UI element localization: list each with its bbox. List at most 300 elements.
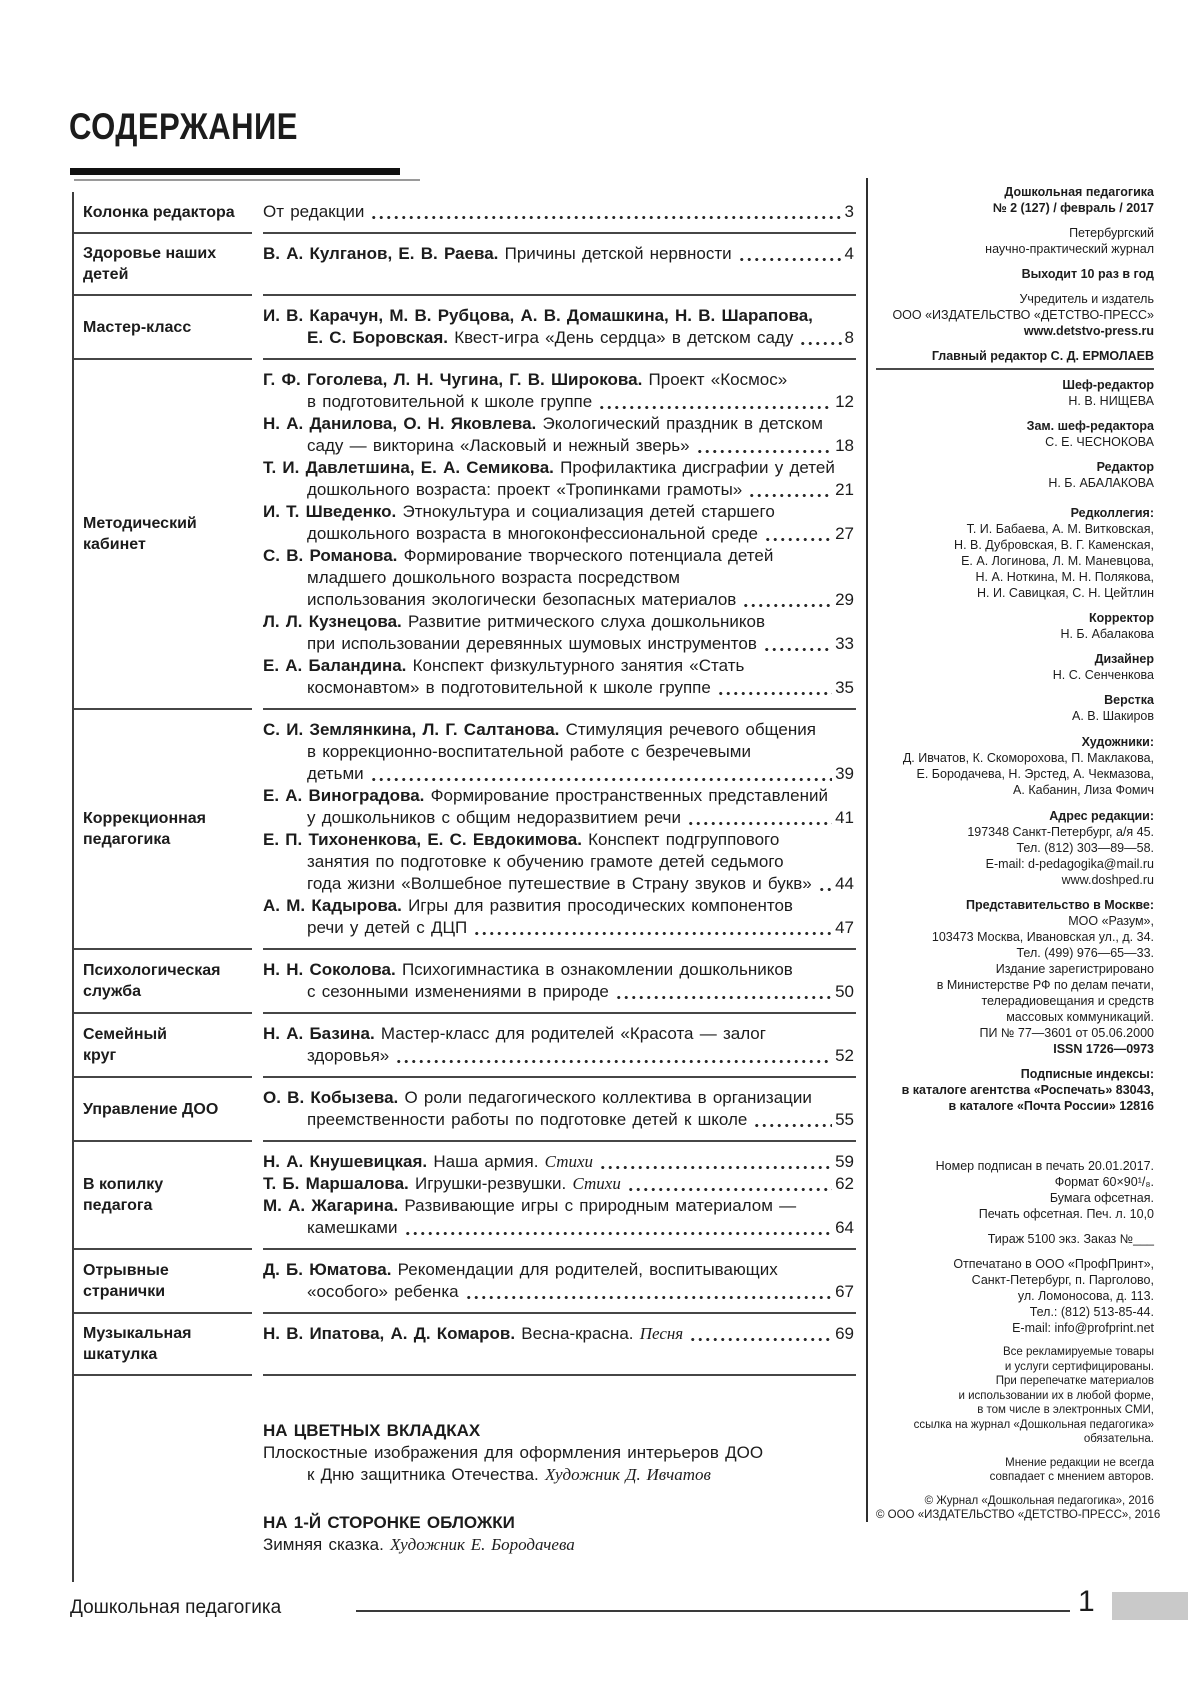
dot-leader	[764, 537, 832, 542]
entry-authors: С. И. Землянкина, Л. Г. Салтанова.	[263, 720, 560, 739]
imprint-block	[876, 1256, 1154, 1336]
footer-rule	[356, 1610, 1070, 1612]
imprint-line: Д. Ивчатов, К. Скоморохова, П. Маклакова,	[902, 751, 1154, 765]
entry-text	[307, 1045, 389, 1067]
imprint-block	[876, 1456, 1154, 1485]
imprint-line: Н. А. Ноткина, М. Н. Полякова,	[975, 570, 1154, 584]
toc-section-row	[74, 1076, 856, 1140]
imprint-line: Верстка	[1104, 693, 1154, 707]
toc-entry	[263, 413, 854, 457]
page-title: СОДЕРЖАНИЕ	[69, 106, 298, 147]
entry-line	[263, 1045, 854, 1067]
section-entries	[263, 1076, 856, 1140]
section-label-line: Музыкальная	[83, 1325, 192, 1342]
toc-section-row	[74, 294, 856, 358]
entry-line	[263, 1195, 854, 1217]
dot-leader	[395, 1059, 832, 1064]
footer-journal-name: Дошкольная педагогика	[70, 1597, 282, 1618]
toc-entry	[263, 1151, 854, 1173]
entry-authors: И. Т. Шведенко.	[263, 502, 397, 521]
entry-title: в коррекционно-воспитательной работе с безречевыми	[307, 742, 751, 761]
sidebar-divider-line	[866, 178, 868, 1522]
entry-title: Рекомендации для родителей, воспитывающих	[391, 1260, 778, 1279]
imprint-block	[876, 610, 1154, 642]
entry-line	[263, 1109, 854, 1131]
entry-title: младшего дошкольного возраста посредством	[307, 568, 680, 587]
page-number: 69	[835, 1324, 854, 1343]
dot-leader	[370, 215, 841, 220]
entry-title: детьми	[307, 764, 364, 783]
toc-section-row	[74, 1140, 856, 1248]
entry-authors: Е. П. Тихоненкова, Е. С. Евдокимова.	[263, 830, 582, 849]
entry-line	[263, 895, 854, 917]
toc-entry	[263, 785, 854, 829]
imprint-block	[876, 377, 1154, 409]
section-label	[74, 232, 252, 294]
section-label-line: Коррекционная	[83, 810, 206, 827]
entry-title: Игрушки-резвушки.	[408, 1174, 573, 1193]
toc-entry	[263, 655, 854, 699]
entry-line	[263, 677, 854, 699]
entry-authors: Е. А. Баландина.	[263, 656, 407, 675]
imprint-line: массовых коммуникаций.	[1006, 1010, 1154, 1024]
imprint-line: Дизайнер	[1094, 652, 1154, 666]
entry-line	[263, 1259, 854, 1281]
entry-line	[263, 1323, 854, 1345]
imprint-line: Представительство в Москве:	[965, 898, 1154, 912]
page-number: 41	[835, 808, 854, 827]
entry-title: камешками	[307, 1218, 398, 1237]
entry-line	[263, 457, 854, 479]
toc-entry	[263, 305, 854, 349]
title-underline-thin	[74, 179, 420, 181]
page-number: 64	[835, 1218, 854, 1237]
imprint-block	[876, 505, 1154, 601]
entry-line	[263, 589, 854, 611]
page-number: 33	[835, 634, 854, 653]
imprint-line: Отпечатано в ООО «ПрофПринт»,	[953, 1257, 1154, 1271]
entry-line	[263, 1217, 854, 1239]
entry-text	[307, 435, 690, 457]
section-label	[74, 948, 252, 1012]
entry-text	[307, 807, 681, 829]
imprint-line: А. Кабанин, Лиза Фомич	[1013, 783, 1154, 797]
dot-leader	[799, 341, 841, 346]
entry-line	[263, 523, 854, 545]
section-label-line: педагога	[83, 1197, 153, 1214]
toc-section-row	[74, 192, 856, 232]
imprint-line: www.detstvo-press.ru	[1023, 324, 1154, 338]
imprint-block	[876, 808, 1154, 888]
entry-title: занятия по подготовке к обучению грамоте детей седьмого	[307, 852, 784, 871]
entry-text	[307, 981, 609, 1003]
page-number: 50	[835, 982, 854, 1001]
section-label-line: Колонка редактора	[83, 203, 235, 221]
entry-text	[307, 523, 758, 545]
dot-leader	[763, 647, 832, 652]
entry-text	[307, 327, 793, 349]
imprint-line: 197348 Санкт-Петербург, а/я 45.	[967, 825, 1154, 839]
title-underline-thick	[70, 168, 400, 175]
imprint-line: Выходит 10 раз в год	[1021, 267, 1154, 281]
entry-authors: Н. Н. Соколова.	[263, 960, 396, 979]
section-label	[74, 1248, 252, 1312]
page-number: 29	[835, 590, 854, 609]
toc-entry	[263, 719, 854, 785]
toc-entry	[263, 1173, 854, 1195]
dot-leader	[599, 1165, 832, 1170]
imprint-line: Учредитель и издатель	[1019, 292, 1154, 306]
entry-line	[263, 655, 854, 677]
imprint-line: в Министерстве РФ по делам печати,	[936, 978, 1154, 992]
entry-title: с сезонными изменениями в природе	[307, 982, 609, 1001]
entry-title: О роли педагогического коллектива в организации	[398, 1088, 812, 1107]
entry-authors: М. А. Жагарина.	[263, 1196, 399, 1215]
section-label	[74, 1012, 252, 1076]
entry-line	[263, 413, 854, 435]
section-label-line: Методический	[83, 515, 197, 532]
imprint-line: © ООО «ИЗДАТЕЛЬСТВО «ДЕТСТВО-ПРЕСС», 2016	[876, 1509, 1161, 1521]
imprint-block	[876, 459, 1154, 491]
section-label-line: детей	[83, 266, 129, 283]
imprint-line: Санкт-Петербург, п. Парголово,	[971, 1273, 1154, 1287]
entry-title: саду — викторина «Ласковый и нежный зверь»	[307, 436, 690, 455]
imprint-block	[876, 1345, 1154, 1447]
footer-page-number: 1	[1078, 1585, 1095, 1618]
toc-entry	[263, 1087, 854, 1131]
page-number: 62	[835, 1174, 854, 1193]
dot-leader	[627, 1187, 832, 1192]
entry-line	[263, 851, 854, 873]
entry-title: у дошкольников с общим недоразвитием речи	[307, 808, 681, 827]
imprint-line: Тираж 5100 экз. Заказ №___	[987, 1232, 1154, 1246]
imprint-line: Дошкольная педагогика	[1004, 185, 1154, 199]
imprint-block	[876, 348, 1154, 370]
entry-authors: Н. В. Ипатова, А. Д. Комаров.	[263, 1324, 516, 1343]
entry-line	[263, 201, 854, 223]
section-entries	[263, 1374, 856, 1582]
imprint-block	[876, 225, 1154, 257]
imprint-line: и использовании их в любой форме,	[958, 1389, 1154, 1402]
imprint-block	[876, 897, 1154, 1057]
entry-title: использования экологически безопасных материалов	[307, 590, 737, 609]
dot-leader	[738, 257, 842, 262]
entry-title: космонавтом» в подготовительной к школе группе	[307, 678, 711, 697]
imprint-line: Н. И. Савицкая, С. Н. Цейтлин	[977, 586, 1154, 600]
entry-line	[263, 435, 854, 457]
toc-entry	[263, 545, 854, 611]
entry-authors: НА 1-Й СТОРОНКЕ ОБЛОЖКИ	[263, 1513, 515, 1532]
toc-section-row	[74, 358, 856, 708]
entry-line	[263, 391, 854, 413]
imprint-block	[876, 692, 1154, 724]
entry-text	[263, 1323, 683, 1345]
entry-title: Этнокультура и социализация детей старшего	[396, 502, 775, 521]
dot-leader	[598, 405, 832, 410]
entry-line	[263, 545, 854, 567]
toc-section-row	[74, 948, 856, 1012]
entry-italic: Художник Д. Ивчатов	[544, 1465, 711, 1484]
entry-text	[307, 677, 711, 699]
imprint-line: Корректор	[1089, 611, 1154, 625]
imprint-line: Н. В. НИЩЕВА	[1068, 394, 1154, 408]
section-label-line: Семейный	[83, 1026, 167, 1043]
imprint-line: Адрес редакции:	[1049, 809, 1154, 823]
section-label-line: служба	[83, 983, 142, 1000]
entry-title: Развитие ритмического слуха дошкольников	[401, 612, 766, 631]
entry-line	[263, 633, 854, 655]
entry-title: Мастер-класс для родителей «Красота — залог	[374, 1024, 766, 1043]
imprint-line: Н. В. Дубровская, В. Г. Каменская,	[954, 538, 1154, 552]
entry-title: Экологический праздник в детском	[536, 414, 823, 433]
toc-entry	[263, 457, 854, 501]
imprint-line: Редактор	[1096, 460, 1154, 474]
imprint-line: Номер подписан в печать 20.01.2017.	[935, 1159, 1154, 1173]
imprint-line: в каталоге «Почта России» 12816	[948, 1099, 1154, 1113]
page-number: 3	[844, 202, 854, 221]
entry-line	[263, 959, 854, 981]
entry-authors: НА ЦВЕТНЫХ ВКЛАДКАХ	[263, 1421, 481, 1440]
imprint-line: Е. А. Логинова, Л. М. Маневцова,	[961, 554, 1154, 568]
section-label-line: Здоровье наших	[83, 245, 217, 262]
entry-title: дошкольного возраста в многоконфессиональной среде	[307, 524, 758, 543]
imprint-block	[876, 418, 1154, 450]
entry-line	[263, 1173, 854, 1195]
entry-line	[263, 719, 854, 741]
page-number: 18	[835, 436, 854, 455]
entry-title: года жизни «Волшебное путешествие в Страну звуков и букв»	[307, 874, 812, 893]
entry-title: От редакции	[263, 202, 365, 221]
entry-line	[263, 305, 854, 327]
imprint-line: Н. С. Сенченкова	[1052, 668, 1154, 682]
toc-entry	[263, 829, 854, 895]
page-number: 52	[835, 1046, 854, 1065]
entry-title: Проект «Космос»	[642, 370, 788, 389]
imprint-sidebar	[876, 184, 1161, 1532]
section-entries	[263, 358, 856, 708]
imprint-line: совпадает с мнением авторов.	[989, 1471, 1154, 1483]
toc-entry	[263, 1195, 854, 1239]
section-label-line: Психологическая	[83, 962, 221, 979]
section-label-line: Отрывные	[83, 1262, 169, 1279]
dot-leader	[696, 449, 832, 454]
toc-entry	[263, 1023, 854, 1067]
imprint-line: 103473 Москва, Ивановская ул., д. 34.	[931, 930, 1154, 944]
page-number: 44	[835, 874, 854, 893]
entry-line	[263, 1420, 854, 1442]
entry-authors: Л. Л. Кузнецова.	[263, 612, 402, 631]
entry-title: Конспект физкультурного занятия «Стать	[406, 656, 745, 675]
entry-line	[263, 567, 854, 589]
imprint-line: научно-практический журнал	[985, 242, 1154, 256]
entry-authors: Т. И. Давлетшина, Е. А. Семикова.	[263, 458, 554, 477]
dot-leader	[818, 887, 832, 892]
section-label-line: Мастер-класс	[83, 318, 192, 336]
section-label-line: педагогика	[83, 831, 171, 848]
entry-italic: Стихи	[544, 1152, 594, 1171]
entry-line	[263, 981, 854, 1003]
entry-line	[263, 829, 854, 851]
entry-title: Стимуляция речевого общения	[559, 720, 816, 739]
dot-leader	[748, 493, 832, 498]
imprint-line: Все рекламируемые товары	[1002, 1346, 1154, 1358]
page-number: 39	[835, 764, 854, 783]
toc-section-row	[74, 232, 856, 294]
entry-title: Весна-красна.	[515, 1324, 640, 1343]
entry-text	[307, 917, 467, 939]
section-label	[74, 1374, 252, 1582]
entry-authors: О. В. Кобызева.	[263, 1088, 399, 1107]
section-label	[74, 1140, 252, 1248]
entry-line	[263, 1534, 854, 1556]
toc-entry	[263, 1512, 854, 1556]
imprint-block	[876, 291, 1154, 339]
toc-entry	[263, 1323, 854, 1345]
imprint-line: Т. И. Бабаева, А. М. Витковская,	[966, 522, 1154, 536]
imprint-line: Главный редактор С. Д. ЕРМОЛАЕВ	[931, 349, 1154, 363]
dot-leader	[615, 995, 832, 1000]
entry-text	[307, 1109, 747, 1131]
toc-section-row	[74, 1374, 856, 1582]
toc-entry	[263, 201, 854, 223]
page-number: 4	[844, 244, 854, 263]
entry-text	[263, 1151, 593, 1173]
dot-leader	[465, 1295, 833, 1300]
entry-text	[263, 201, 364, 223]
imprint-line: Н. Б. АБАЛАКОВА	[1048, 476, 1154, 490]
imprint-line: МОО «Разум»,	[1068, 914, 1154, 928]
imprint-line: Мнение редакции не всегда	[1005, 1456, 1154, 1469]
entry-text	[307, 763, 364, 785]
imprint-line: ООО «ИЗДАТЕЛЬСТВО «ДЕТСТВО-ПРЕСС»	[892, 308, 1154, 322]
entry-authors: Г. Ф. Гоголева, Л. Н. Чугина, Г. В. Широкова.	[263, 370, 643, 389]
entry-title: Развивающие игры с природным материалом —	[398, 1196, 797, 1215]
entry-title: к Дню защитника Отечества.	[307, 1465, 545, 1484]
imprint-block	[876, 1231, 1154, 1247]
section-label-line: кабинет	[83, 536, 146, 553]
entry-title: дошкольного возраста: проект «Тропинками грамоты»	[307, 480, 743, 499]
toc-section-row	[74, 1012, 856, 1076]
page-number: 55	[835, 1110, 854, 1129]
entry-line	[263, 1023, 854, 1045]
imprint-line: телерадиовещания и средств	[981, 994, 1154, 1008]
section-label-line: странички	[83, 1283, 166, 1300]
imprint-block	[876, 266, 1154, 282]
imprint-line: в каталоге агентства «Роспечать» 83043,	[901, 1083, 1154, 1097]
imprint-line: № 2 (127) / февраль / 2017	[992, 201, 1154, 215]
footer-gray-box	[1112, 1592, 1188, 1620]
dot-leader	[753, 1123, 832, 1128]
entry-line	[263, 243, 854, 265]
imprint-line: www.doshped.ru	[1061, 873, 1154, 887]
page-number: 21	[835, 480, 854, 499]
section-entries	[263, 192, 856, 232]
toc-entry	[263, 959, 854, 1003]
entry-title: речи у детей с ДЦП	[307, 918, 468, 937]
entry-authors: Н. А. Данилова, О. Н. Яковлева.	[263, 414, 537, 433]
dot-leader	[717, 691, 832, 696]
imprint-line: Тел. (499) 976—65—33.	[1016, 946, 1154, 960]
section-entries	[263, 1140, 856, 1248]
entry-text	[307, 1217, 398, 1239]
toc-entry	[263, 611, 854, 655]
imprint-block	[876, 184, 1154, 216]
toc-table	[72, 192, 856, 1582]
imprint-line: Издание зарегистрировано	[995, 962, 1154, 976]
entry-authors: Д. Б. Юматова.	[263, 1260, 392, 1279]
page-number: 47	[835, 918, 854, 937]
entry-italic: Стихи	[572, 1174, 621, 1193]
imprint-line: Зам. шеф-редактора	[1026, 419, 1154, 433]
imprint-block	[876, 734, 1154, 798]
entry-line	[263, 741, 854, 763]
dot-leader	[473, 931, 832, 936]
imprint-line: Петербургский	[1069, 226, 1154, 240]
toc-entry	[263, 369, 854, 413]
toc-entry	[263, 501, 854, 545]
imprint-line: Формат 60×90¹/₈.	[1054, 1175, 1154, 1189]
section-label-line: Управление ДОО	[83, 1100, 219, 1118]
imprint-line: Подписные индексы:	[1020, 1067, 1154, 1081]
entry-line	[263, 327, 854, 349]
imprint-block	[876, 651, 1154, 683]
section-entries	[263, 294, 856, 358]
entry-text	[307, 479, 742, 501]
entry-title: при использовании деревянных шумовых инструментов	[307, 634, 757, 653]
imprint-line: Шеф-редактор	[1062, 378, 1154, 392]
entry-title: Формирование пространственных представлений	[424, 786, 829, 805]
entry-title: Игры для развития просодических компонентов	[401, 896, 793, 915]
entry-title: Плоскостные изображения для оформления интерьеров ДОО	[263, 1443, 764, 1462]
entry-text	[307, 1281, 459, 1303]
entry-title: Профилактика дисграфии у детей	[553, 458, 835, 477]
section-entries	[263, 1312, 856, 1374]
entry-text	[263, 1173, 621, 1195]
section-label	[74, 192, 252, 232]
entry-line	[263, 807, 854, 829]
entry-text	[307, 391, 592, 413]
entry-title: здоровья»	[307, 1046, 390, 1065]
dot-leader	[404, 1231, 833, 1236]
page-number: 59	[835, 1152, 854, 1171]
toc-entry	[263, 1259, 854, 1303]
entry-authors: А. М. Кадырова.	[263, 896, 402, 915]
entry-authors: Н. А. Базина.	[263, 1024, 375, 1043]
entry-title: Формирование творческого потенциала детей	[397, 546, 774, 565]
entry-authors: И. В. Карачун, М. В. Рубцова, А. В. Домашкина, Н. В. Шарапова,	[263, 306, 813, 325]
imprint-line: обязательна.	[1083, 1433, 1154, 1445]
toc-entry	[263, 895, 854, 939]
entry-line	[263, 785, 854, 807]
imprint-line: ISSN 1726—0973	[1053, 1042, 1154, 1056]
section-label	[74, 1312, 252, 1374]
entry-line	[263, 873, 854, 895]
entry-title: Конспект подгруппового	[581, 830, 780, 849]
imprint-line: При перепечатке материалов	[995, 1375, 1154, 1387]
entry-italic: Художник Е. Бородачева	[390, 1535, 575, 1554]
imprint-line: ПИ № 77—3601 от 05.06.2000	[979, 1026, 1154, 1040]
entry-authors: С. В. Романова.	[263, 546, 398, 565]
imprint-block	[876, 1494, 1161, 1523]
entry-line	[263, 611, 854, 633]
imprint-line: в том числе в электронных СМИ,	[977, 1404, 1154, 1416]
imprint-line: E-mail: d-pedagogika@mail.ru	[985, 857, 1154, 871]
section-entries	[263, 1248, 856, 1312]
imprint-line: и услуги сертифицированы.	[1004, 1360, 1154, 1373]
section-label-line: шкатулка	[83, 1346, 158, 1363]
imprint-line: Печать офсетная. Печ. л. 10,0	[978, 1207, 1154, 1221]
entry-line	[263, 1464, 854, 1486]
